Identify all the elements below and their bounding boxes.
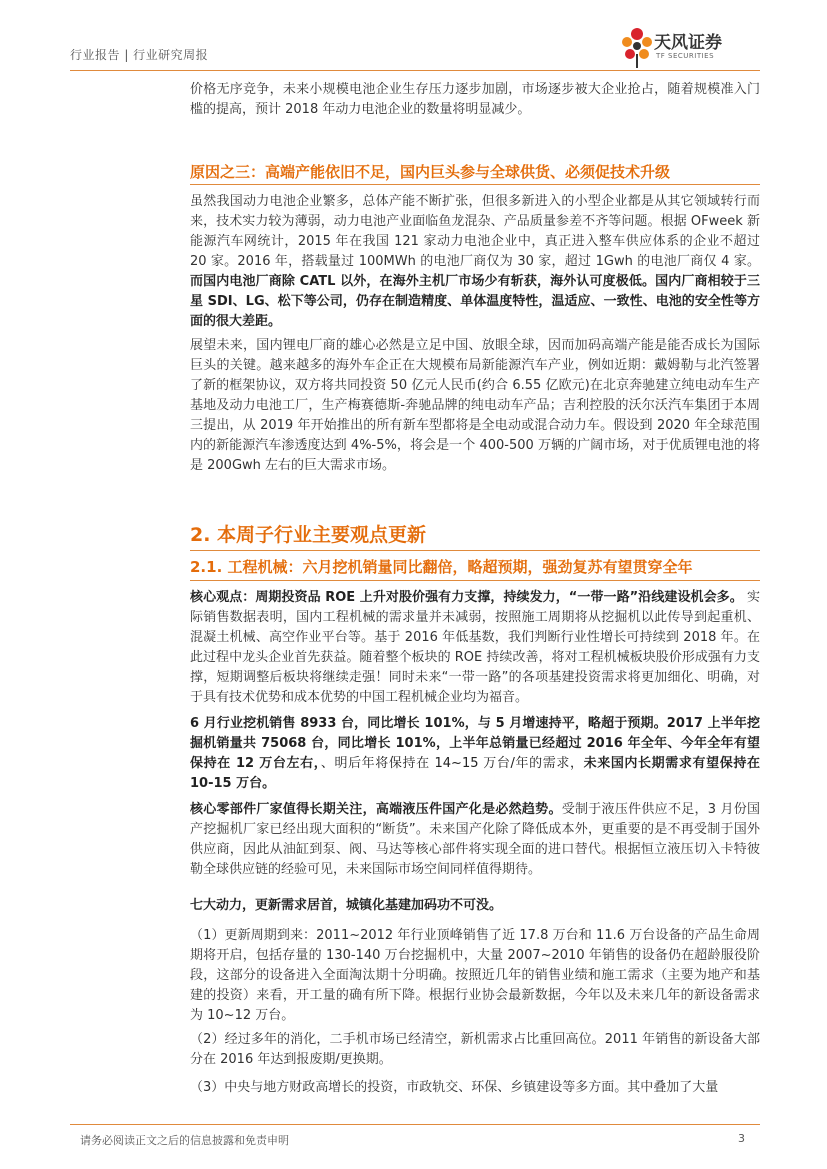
paragraph-seven-drivers: 七大动力，更新需求居首，城镇化基建加码功不可没。 bbox=[190, 898, 503, 913]
core-view-text: 实际销售数据表明，国内工程机械的需求量并未减弱，按照施工周期将从挖掘机以此传导到起重机、混凝土机械、高空作业平台等。基于 2016 年低基数，我们判断行业性增长可持续到 2018 年。在此过程中龙头企业首先获益。随着整个板块的 ROE 持续改善，将对工程机械板块股价形成强有力支撑，短期调整后板块将继续走强！同时未来“一带一路”的各项基建投资需求将更加细化、明确，对于具有技术优势和成本优势的中国工程机械企业均为福音。 bbox=[190, 590, 760, 705]
header-divider bbox=[70, 70, 760, 71]
page-number: 3 bbox=[738, 1132, 745, 1145]
section-heading-2: 2. 本周子行业主要观点更新 bbox=[190, 524, 427, 546]
core-view-bold-text: 核心观点：周期投资品 ROE 上升对股价强有力支撑，持续发力，“一带一路”沿线建设机会多。 bbox=[190, 590, 743, 605]
components-bold-text: 核心零部件厂家值得长期关注，高端液压件国产化是必然趋势。 bbox=[190, 802, 562, 817]
paragraph-components bbox=[190, 800, 760, 880]
paragraph-capacity bbox=[190, 192, 760, 332]
paragraph-renewal-cycle: （1）更新周期到来：2011~2012 年行业顶峰销售了近 17.8 万台和 11.6 万台设备的产品生命周期将开启，包括存量的 130-140 万台挖掘机中，大量 2007~2010 年销售的设备仍在超龄服役阶段，这部分的设备进入全面淘汰期十分明确。按照近几年的销售业绩和施工需求（主要为地产和基建的投资）来看，开工量的确有所下降。根据行业协会最新数据，今年以及未来几年的新设备需求为 10~12 万台。 bbox=[190, 928, 760, 1023]
sales-bold-text: 6 月行业挖机销售 8933 台，同比增长 101%，与 5 月增速持平，略超于预期。2017 上半年挖掘机销量共 75068 台，同比增长 101%，上半年总销量已经超过 2016 年全年、今年全年有望保持在 12 万台左右， bbox=[190, 716, 760, 771]
brand-sub: TF SECURITIES bbox=[656, 52, 715, 60]
sales-text: 、明后年将保持在 14~15 万台/年的需求， bbox=[320, 756, 584, 771]
sales-bold-tail-text: 未来国内长期需求有望保持在 10-15 万台。 bbox=[190, 756, 760, 791]
paragraph-fiscal: （3）中央与地方财政高增长的投资，市政轨交、环保、乡镇建设等多方面。其中叠加了大量 bbox=[190, 1080, 719, 1095]
flower-logo-icon bbox=[620, 26, 654, 70]
subsection-heading-2-1: 2.1. 工程机械：六月挖机销量同比翻倍，略超预期，强劲复苏有望贯穿全年 bbox=[190, 558, 693, 576]
paragraph-core-view bbox=[190, 588, 760, 708]
section-divider bbox=[190, 550, 760, 551]
capacity-text: 虽然我国动力电池企业繁多，总体产能不断扩张，但很多新进入的小型企业都是从其它领域转行而来，技术实力较为薄弱，动力电池产业面临鱼龙混杂、产品质量参差不齐等问题。根据 OFweek 新能源汽车网统计，2015 年在我国 121 家动力电池企业中，真正进入整车供应体系的企业不超过 20 家。2016 年，搭载量过 100MWh 的电池厂商仅为 30 家，超过 1Gwh 的电池厂商仅 4 家。 bbox=[190, 194, 760, 269]
paragraph-second-hand: （2）经过多年的消化，二手机市场已经清空，新机需求占比重回高位。2011 年销售的新设备大部分在 2016 年达到报废期/更换期。 bbox=[190, 1032, 760, 1067]
paragraph-sales bbox=[190, 714, 760, 794]
brand-name: 天风证券 bbox=[654, 33, 722, 53]
header-label: 行业报告 | 行业研究周报 bbox=[70, 48, 209, 62]
paragraph-outlook: 展望未来，国内锂电厂商的雄心必然是立足中国、放眼全球，因而加码高端产能是能否成长为国际巨头的关键。越来越多的海外车企正在大规模布局新能源汽车产业，例如近期：戴姆勒与北汽签署了新的框架协议，双方将共同投资 50 亿元人民币(约合 6.55 亿欧元)在北京奔驰建立纯电动车生产基地及动力电池工厂，生产梅赛德斯-奔驰品牌的纯电动车产品；吉利控股的沃尔沃汽车集团于本周三提出，从 2019 年开始推出的所有新车型都将是全电动或混合动力车。假设到 2020 年全球范围内的新能源汽车渗透度达到 4%-5%，将会是一个 400-500 万辆的广阔市场，对于优质锂电池的将是 200Gwh 左右的巨大需求市场。 bbox=[190, 338, 760, 473]
brand-logo bbox=[620, 26, 760, 74]
section-heading-reason3: 原因之三：高端产能依旧不足，国内巨头参与全球供货、必须促技术升级 bbox=[190, 163, 671, 181]
footer-disclaimer: 请务必阅读正文之后的信息披露和免责申明 bbox=[80, 1134, 289, 1147]
components-text: 受制于液压件供应不足，3 月份国产挖掘机厂家已经出现大面积的“断货”。未来国产化除了降低成本外，更重要的是不再受制于国外供应商，因此从油缸到泵、阀、马达等核心部件将实现全面的进口替代。根据恒立液压切入卡特彼勒全球供应链的经验可见，未来国际市场空间同样值得期待。 bbox=[190, 802, 760, 877]
paragraph-intro: 价格无序竞争，未来小规模电池企业生存压力逐步加剧，市场逐步被大企业抢占，随着规模准入门槛的提高，预计 2018 年动力电池企业的数量将明显减少。 bbox=[190, 82, 760, 117]
footer-divider bbox=[70, 1124, 760, 1125]
capacity-bold-text: 而国内电池厂商除 CATL 以外，在海外主机厂市场少有斩获，海外认可度极低。国内厂商相较于三星 SDI、LG、松下等公司，仍存在制造精度、单体温度特性，温适应、一致性、电池的安全性等方面的很大差距。 bbox=[190, 274, 760, 329]
subsection-divider bbox=[190, 580, 760, 581]
section-divider bbox=[190, 184, 760, 185]
